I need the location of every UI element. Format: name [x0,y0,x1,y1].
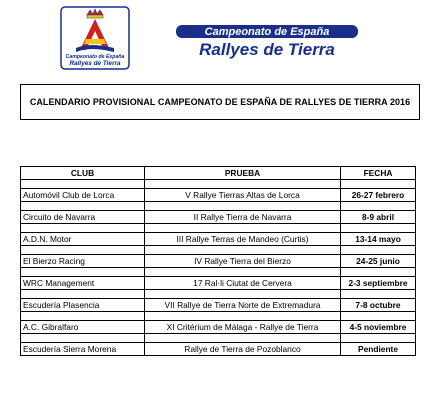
header-row [21,167,416,180]
prueba-cell: 17 Ral·li Ciutat de Cervera [145,277,341,290]
col-header-club: CLUB [21,167,145,180]
table-row [21,299,416,312]
fecha-cell: 4-5 noviembre [341,321,416,334]
col-header-fecha: FECHA [341,167,416,180]
club-cell: Escudería Plasencia [21,299,145,312]
table-row [21,343,416,356]
table-row [21,189,416,202]
logo-line1: Campeonato de España [65,54,125,60]
spacer-row [21,290,416,299]
fecha-cell: 2-3 septiembre [341,277,416,290]
spacer-row [21,246,416,255]
fecha-cell: 13-14 mayo [341,233,416,246]
prueba-cell: V Rallye Tierras Altas de Lorca [145,189,341,202]
prueba-cell: II Rallye Tierra de Navarra [145,211,341,224]
club-cell: Escudería Sierra Morena [21,343,145,356]
club-cell: A.D.N. Motor [21,233,145,246]
fecha-cell: 26-27 febrero [341,189,416,202]
prueba-cell: XI Critérium de Málaga - Rallye de Tierra [145,321,341,334]
spacer-row [21,180,416,189]
calendar-table [20,166,416,356]
spacer-row [21,334,416,343]
logo-line2: Rallyes de Tierra [69,60,121,67]
title-box [20,84,420,120]
table-row [21,211,416,224]
page-title: CALENDARIO PROVISIONAL CAMPEONATO DE ESPAÑA DE RALLYES DE TIERRA 2016 [29,97,411,107]
spacer-row [21,202,416,211]
brand-wordmark [172,24,362,60]
spacer-row [21,312,416,321]
brand-line1: Campeonato de España [204,26,330,38]
club-cell: El Bierzo Racing [21,255,145,268]
col-header-prueba: PRUEBA [145,167,341,180]
prueba-cell: IV Rallye Tierra del Bierzo [145,255,341,268]
spacer-row [21,224,416,233]
table-row [21,233,416,246]
club-cell: A.C. Gibralfaro [21,321,145,334]
fecha-cell: Pendiente [341,343,416,356]
prueba-cell: VII Rallye de Tierra Norte de Extremadura [145,299,341,312]
table-row [21,321,416,334]
table-row [21,277,416,290]
brand-line2: Rallyes de Tierra [199,40,335,59]
table-row [21,255,416,268]
header [0,0,439,78]
prueba-cell: III Rallye Terras de Mandeo (Curtis) [145,233,341,246]
prueba-cell: Rallye de Tierra de Pozoblanco [145,343,341,356]
club-cell: Circuito de Navarra [21,211,145,224]
club-cell: WRC Management [21,277,145,290]
fecha-cell: 24-25 junio [341,255,416,268]
club-cell: Automóvil Club de Lorca [21,189,145,202]
federation-logo [60,6,130,70]
spacer-row [21,268,416,277]
fecha-cell: 7-8 octubre [341,299,416,312]
fecha-cell: 8-9 abril [341,211,416,224]
